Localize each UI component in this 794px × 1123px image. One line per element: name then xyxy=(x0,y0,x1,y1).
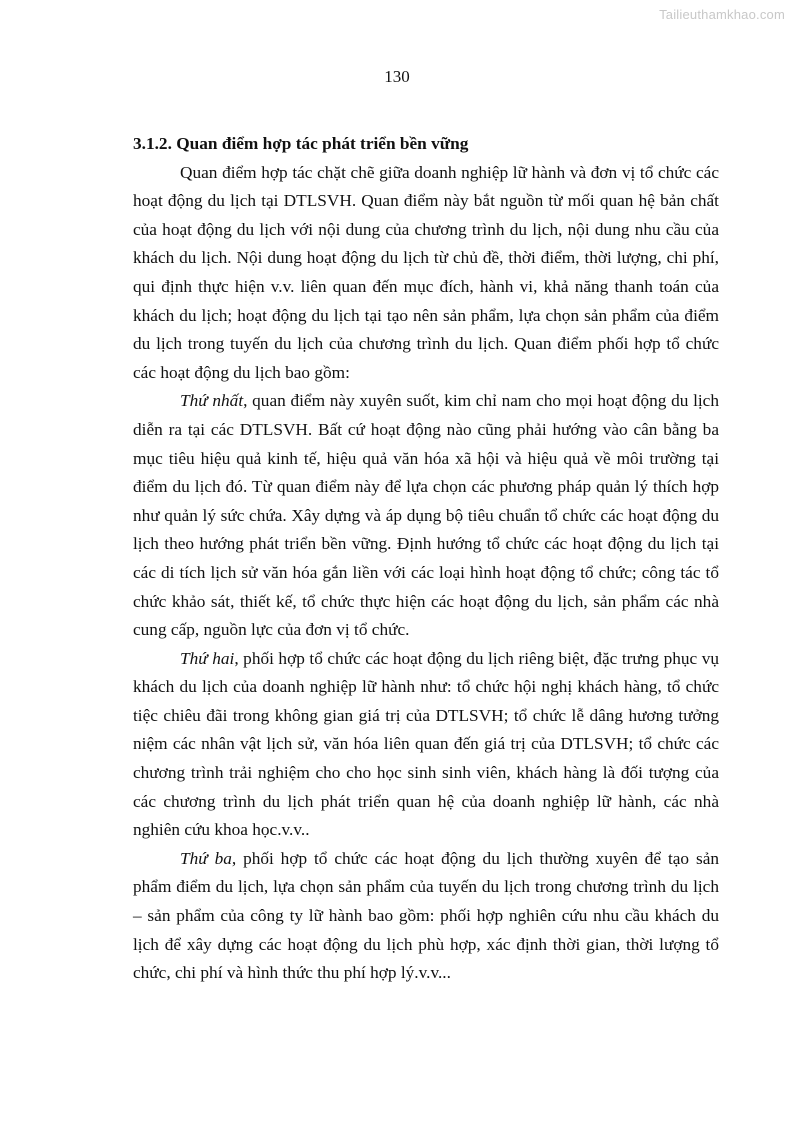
paragraph-text: , quan điểm này xuyên suốt, kim chỉ nam cho mọi hoạt động du lịch diễn ra tại các DTLSVH. Bất cứ hoạt động nào cũng phải hướng vào cân bằng ba mục tiêu hiệu quả kinh tế, hiệu quả văn hóa xã hội và hiệu quả về môi trường tại điểm du lịch đó. Từ quan điểm này để lựa chọn các phương pháp quản lý thích hợp như quản lý sức chứa. Xây dựng và áp dụng bộ tiêu chuẩn tổ chức các hoạt động du lịch theo hướng phát triển bền vững. Định hướng tổ chức các hoạt động du lịch tại các di tích lịch sử văn hóa gắn liền với các loại hình hoạt động tổ chức; công tác tổ chức khảo sát, thiết kế, tổ chức thực hiện các hoạt động du lịch, sản phẩm các nhà cung cấp, nguồn lực của đơn vị tổ chức. xyxy=(133,391,719,640)
paragraph-second-point xyxy=(133,645,719,845)
paragraph-lead: Thứ hai xyxy=(180,648,235,668)
paragraph-lead: Thứ nhất xyxy=(180,391,244,411)
paragraph-lead: Thứ ba xyxy=(180,848,232,868)
page-number: 130 xyxy=(384,67,410,86)
watermark: Tailieuthamkhao.com xyxy=(659,7,785,22)
document-body xyxy=(133,130,719,988)
paragraph-intro xyxy=(133,159,719,388)
paragraph-text: Quan điểm hợp tác chặt chẽ giữa doanh nghiệp lữ hành và đơn vị tổ chức các hoạt động du lịch tại DTLSVH. Quan điểm này bắt nguồn từ mối quan hệ bản chất của hoạt động du lịch với nội dung của chương trình du lịch, nội dung nhu cầu của khách du lịch. Nội dung hoạt động du lịch từ chủ đề, thời điểm, thời lượng, chi phí, qui định thực hiện v.v. liên quan đến mục đích, hành vi, khả năng thanh toán của khách du lịch; hoạt động du lịch tại tạo nên sản phẩm, lựa chọn sản phẩm của điểm du lịch trong tuyến du lịch của chương trình du lịch. Quan điểm phối hợp tổ chức các hoạt động du lịch bao gồm: xyxy=(133,162,719,382)
section-heading: 3.1.2. Quan điểm hợp tác phát triển bền vững xyxy=(133,134,469,153)
paragraph-first-point xyxy=(133,387,719,644)
paragraph-text: , phối hợp tổ chức các hoạt động du lịch riêng biệt, đặc trưng phục vụ khách du lịch của doanh nghiệp lữ hành như: tổ chức hội nghị khách hàng, tổ chức tiệc chiêu đãi trong không gian giá trị của DTLSVH; tổ chức lễ dâng hương tưởng niệm các nhân vật lịch sử, văn hóa liên quan đến giá trị của DTLSVH; tổ chức các chương trình trải nghiệm cho cho học sinh sinh viên, khách hàng là đối tượng của các chương trình du lịch phát triển quan hệ của doanh nghiệp lữ hành, các nhà nghiên cứu khoa học.v.v.. xyxy=(133,648,719,840)
paragraph-third-point xyxy=(133,845,719,988)
paragraph-text: , phối hợp tổ chức các hoạt động du lịch thường xuyên để tạo sản phẩm điểm du lịch, lựa chọn sản phẩm của tuyến du lịch trong chương trình du lịch – sản phẩm của công ty lữ hành bao gồm: phối hợp nghiên cứu nhu cầu khách du lịch để xây dựng các hoạt động du lịch phù hợp, xác định thời gian, thời lượng tổ chức, chi phí và hình thức thu phí hợp lý.v.v... xyxy=(133,848,719,983)
